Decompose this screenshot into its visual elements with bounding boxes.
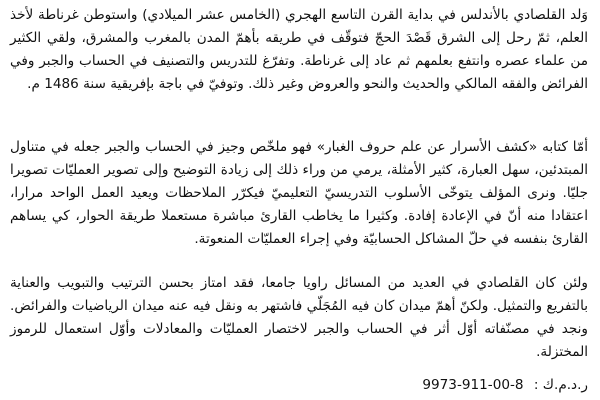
- isbn-number: 9973-911-00-8: [422, 377, 524, 393]
- paragraph-biography: وَلد القلصادي بالأندلس في بداية القرن التاسع الهجري (الخامس عشر الميلادي) واستوطن غرناطة لأخذ العلم، ثمّ رحل إلى الشرق قَصْدَ الحجّ فتوقّف في طريقه بأهمّ المدن بالمغرب والمشرق، ولقي الكثير من علماء عصره وانتفع بعلمهم ثم عاد إلى غرناطة. وتفرّغ للتدريس والتصنيف في الحساب والجبر وفي الفرائض والفقه المالكي والحديث والنحو والعروض وغير ذلك. وتوفيّ في باجة بإفريقية سنة 1486 م.: [10, 7, 588, 92]
- paragraph-contribution: ولئن كان القلصادي في العديد من المسائل راويا جامعا، فقد امتاز بحسن الترتيب والتبويب والعناية بالتفريع والتمثيل. ولكنّ أهمّ ميدان كان فيه المُجَلّي فاشتهر به ونقل فيه عنه ميدان الرياضيات والفرائض. ونجد في مصنّفاته أوّل أثر في الحساب والجبر لاختصار العمليّات والمعادلات وأوّل استعمال للرموز المختزلة.: [10, 275, 588, 360]
- isbn-label: ر.د.م.ك :: [533, 377, 588, 393]
- document-page: [10, 4, 588, 396]
- paragraph-book-description: أمّا كتابه «كشف الأسرار عن علم حروف الغبار» فهو ملخّص وجيز في الحساب والجبر جعله في متناول المبتدئين، سهل العبارة، كثير الأمثلة، يرمي من وراء ذلك إلى زيادة التوضيح وإلى تصوير العمليّات تصويرا جليّا. ونرى المؤلف يتوخّى الأسلوب التدريسيّ التعليميّ فيكرّر الملاحظات ويعيد العمل الواحد مرارا، اعتقادا منه أنّ في الإعادة إفادة. وكثيرا ما يخاطب القارئ مباشرة مستعملا طريقة الحوار، كي يساهم القارئ بنفسه في حلّ المشاكل الحسابيّة وفي إجراء العمليّات المنعوتة.: [10, 139, 588, 247]
- isbn-line: [10, 375, 588, 395]
